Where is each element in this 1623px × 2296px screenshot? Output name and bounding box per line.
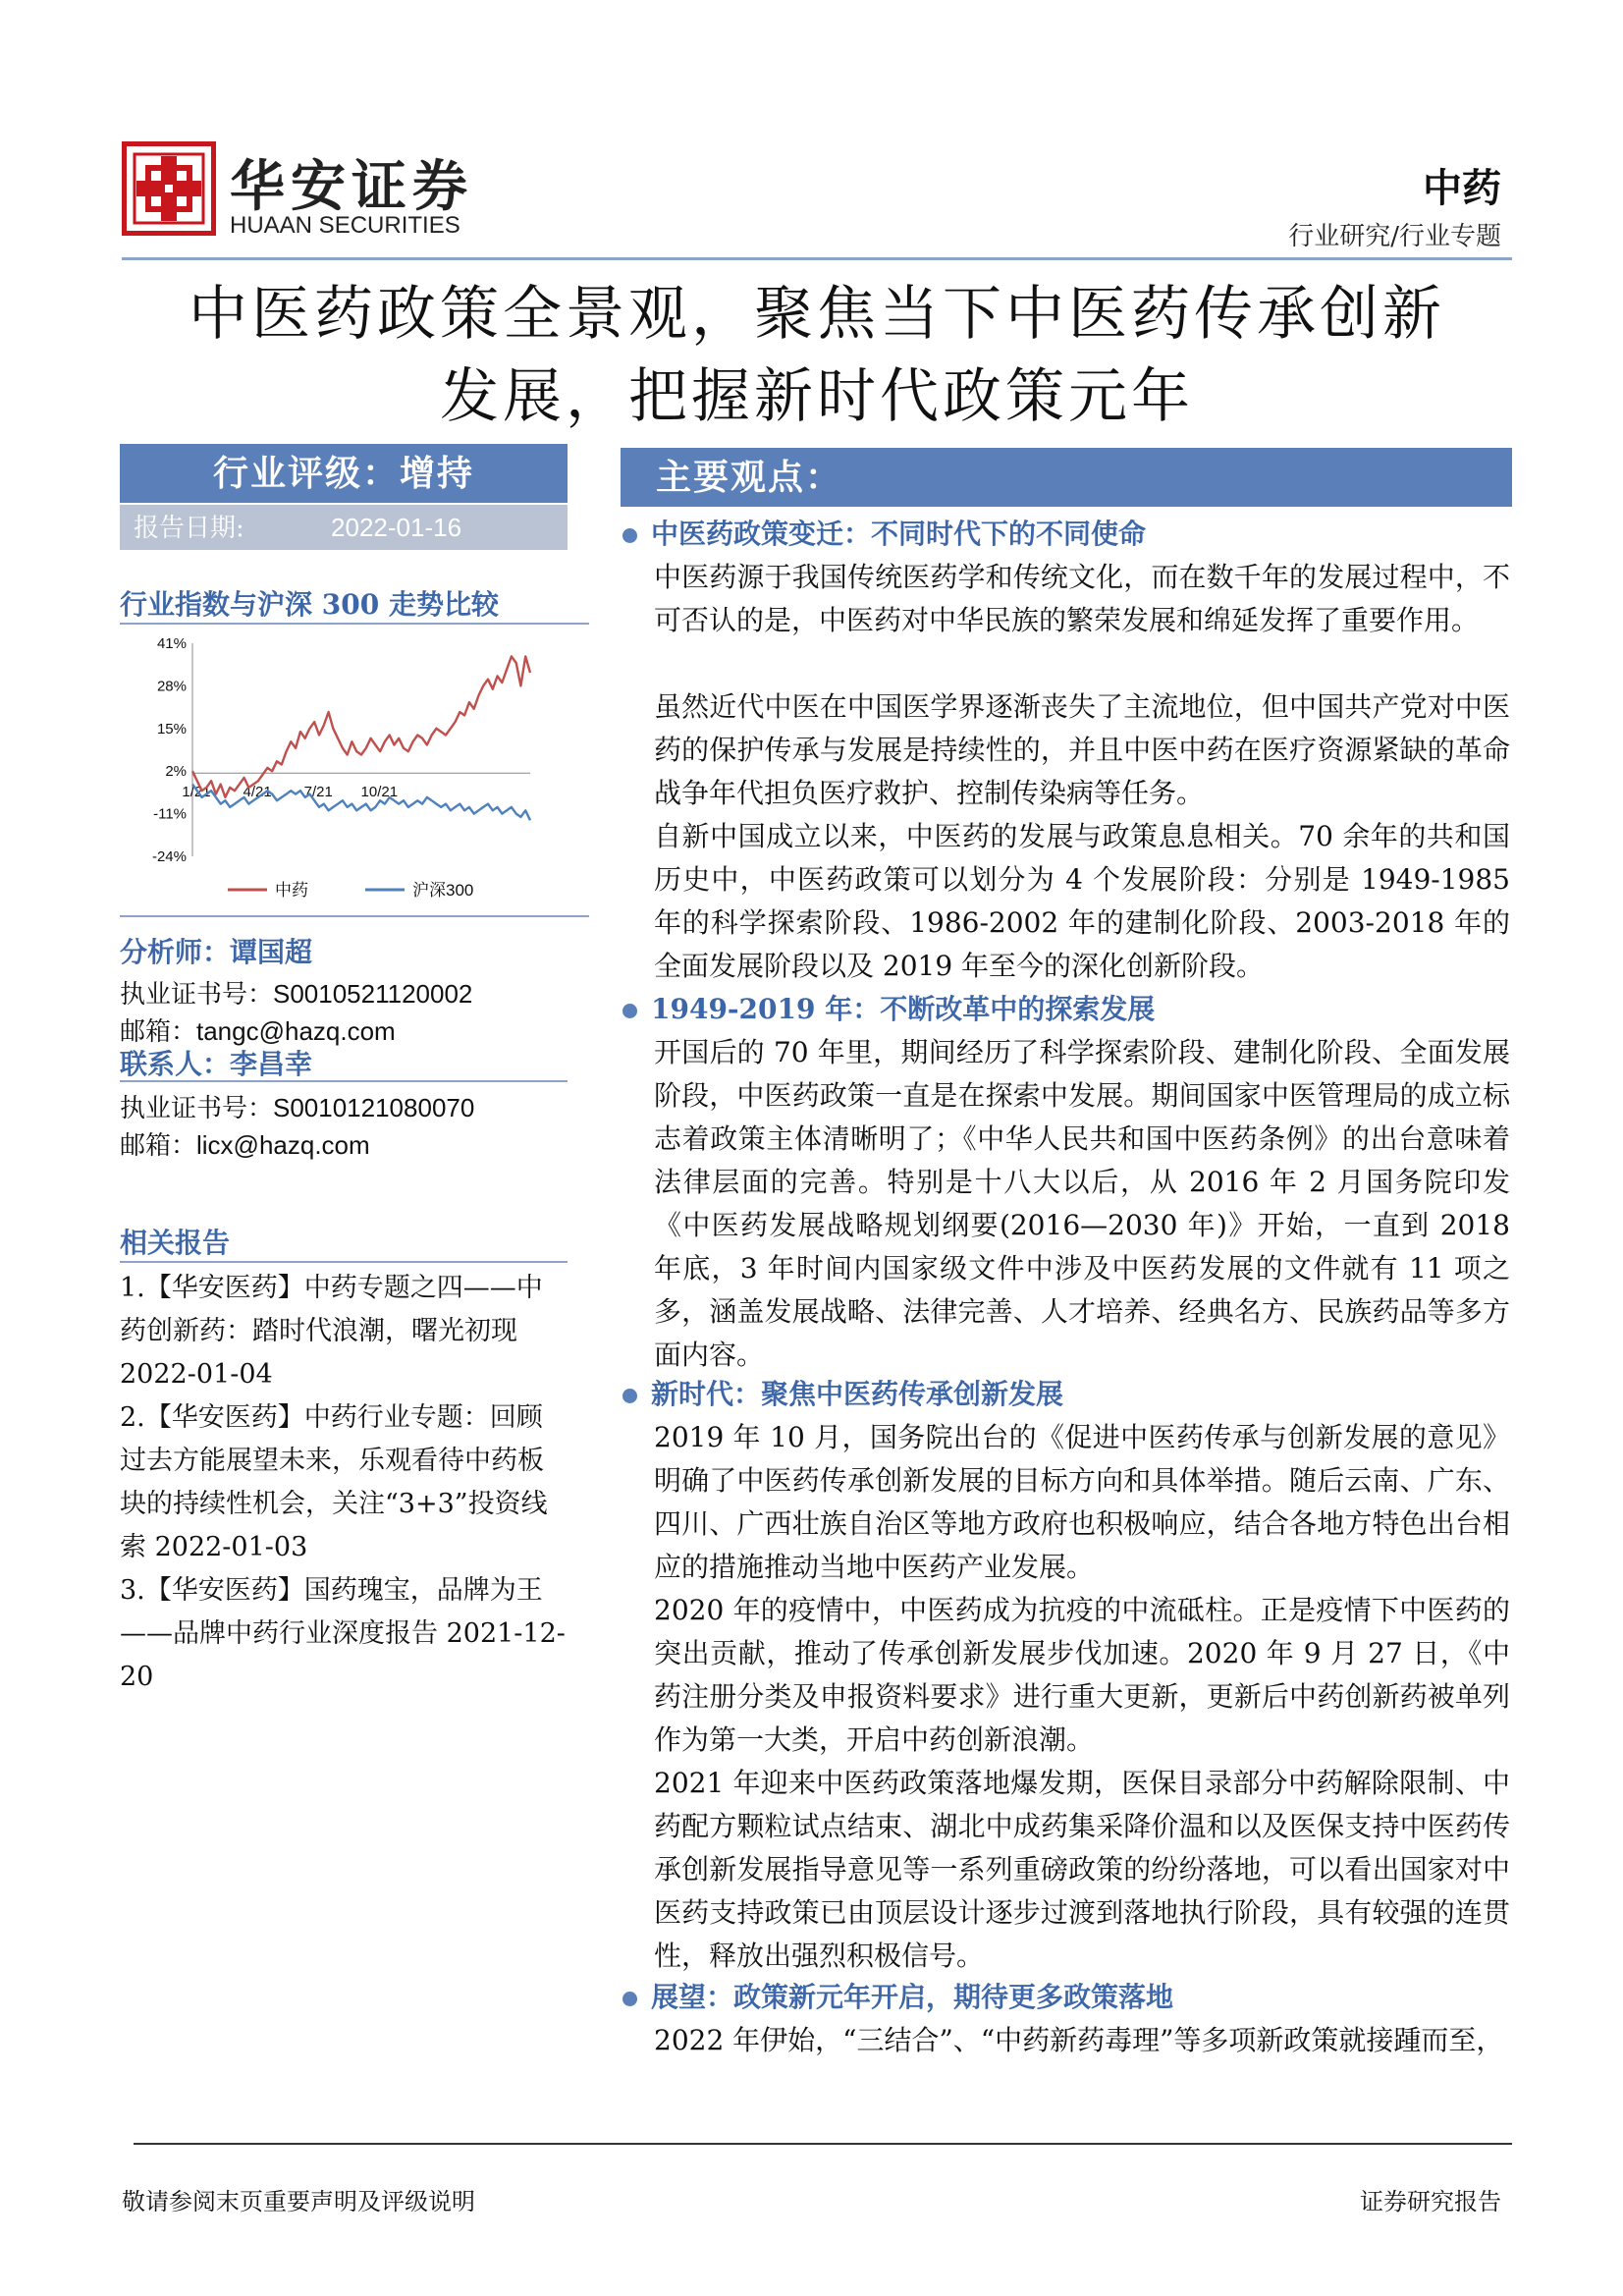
section-2-para-1: 开国后的 70 年里，期间经历了科学探索阶段、建制化阶段、全面发展阶段，中医药政策一直是在探索中发展。期间国家中医管理局的成立标志着政策主体清晰明了；《中华人民共和国中医药条例》的出台意味着法律层面的完善。特别是十八大以后，从 2016 年 2 月国务院印发《中医药发展战略规划纲要(2016—2030 年)》开始，一直到 2018 年底，3 年时间内国家级文件中涉及中医药发展的文件就有 11 项之多，涵盖发展战略、法律完善、人才培养、经典名方、民族药品等多方面内容。 (654, 1036, 1510, 1371)
logo-english: HUAAN SECURITIES (230, 212, 460, 239)
report-title-line1: 中医药政策全景观，聚焦当下中医药传承创新 (189, 280, 1445, 349)
industry-rating: 行业评级：增持 (120, 444, 568, 503)
report-date-value: 2022-01-16 (331, 513, 462, 542)
section-3-para-2: 2020 年的疫情中，中医药成为抗疫的中流砥柱。正是疫情下中医药的突出贡献，推动了传承创新发展步伐加速。2020 年 9 月 27 日，《中药注册分类及申报资料要求》进行重大更新，更新后中药创新药被单列作为第一大类，开启中药创新浪潮。 (654, 1594, 1510, 1756)
legend-label: 沪深300 (412, 881, 474, 900)
y-tick-label: 41% (156, 635, 187, 652)
related-reports-rule (120, 1261, 568, 1263)
related-report-3[interactable]: 3.【华安医药】国药瑰宝，品牌为王——品牌中药行业深度报告 2021-12-20 (120, 1575, 566, 1692)
chart-bottom-rule (120, 915, 589, 917)
chart-title: 行业指数与沪深 300 走势比较 (120, 588, 499, 621)
section-3-title (622, 1373, 1063, 1412)
section-4-para-1: 2022 年伊始，“三结合”、“中药新药毒理”等多项新政策就接踵而至， (654, 2024, 1504, 2056)
bullet-dot-icon (622, 1992, 637, 2006)
related-report-2[interactable]: 2.【华安医药】中药行业专题：回顾过去方能展望未来，乐观看待中药板块的持续性机会，关注“3+3”投资线索 2022-01-03 (120, 1402, 548, 1562)
section-1-title-text: 中医药政策变迁：不同时代下的不同使命 (651, 518, 1147, 550)
related-report-1[interactable]: 1.【华安医药】中药专题之四——中药创新药：踏时代浪潮，曙光初现 2022-01-04 (120, 1273, 543, 1390)
analyst-name: 分析师：谭国超 (120, 936, 313, 968)
section-4-title (622, 1976, 1173, 2015)
section-3-para-3: 2021 年迎来中医药政策落地爆发期，医保目录部分中药解除限制、中药配方颗粒试点结束、湖北中成药集采降价温和以及医保支持中医药传承创新发展指导意见等一系列重磅政策的纷纷落地，可以看出国家对中医药支持政策已由顶层设计逐步过渡到落地执行阶段，具有较强的连贯性，释放出强烈积极信号。 (654, 1767, 1510, 1972)
contact-rule (120, 1080, 568, 1082)
header-divider (122, 257, 1512, 260)
bullet-dot-icon (622, 1004, 637, 1018)
footer-report-type: 证券研究报告 (1360, 2188, 1501, 2215)
logo-name: 华安证券 (230, 154, 473, 219)
y-tick-label: 15% (156, 720, 187, 738)
section-3-title-text: 新时代：聚焦中医药传承创新发展 (651, 1378, 1064, 1410)
report-date-label: 报告日期: (134, 514, 244, 543)
contact-name: 联系人：李昌幸 (120, 1048, 313, 1080)
analyst-email[interactable]: 邮箱：tangc@hazq.com (120, 1016, 396, 1046)
legend-label: 中药 (275, 881, 308, 900)
report-subcategory: 行业研究/行业专题 (1288, 222, 1501, 251)
bullet-dot-icon (622, 528, 637, 543)
x-tick-label: 1/21 (182, 784, 211, 801)
index-comparison-chart (120, 629, 589, 913)
section-1-para-3: 自新中国成立以来，中医药的发展与政策息息相关。70 余年的共和国历史中，中医药政策可以划分为 4 个发展阶段：分别是 1949-1985 年的科学探索阶段、1986-2002 年的建制化阶段、2003-2018 年的全面发展阶段以及 2019 年至今的深化创新阶段。 (654, 820, 1510, 982)
chart-title-rule (120, 623, 589, 625)
x-tick-label: 4/21 (243, 784, 272, 801)
report-date-bar (120, 505, 568, 550)
section-3-para-1: 2019 年 10 月，国务院出台的《促进中医药传承与创新发展的意见》明确了中医药传承创新发展的目标方向和具体举措。随后云南、广东、四川、广西壮族自治区等地方政府也积极响应，结合各地方特色出台相应的措施推动当地中医药产业发展。 (654, 1421, 1510, 1583)
x-tick-label: 10/21 (360, 784, 399, 801)
x-tick-label: 7/21 (303, 784, 333, 801)
logo-mark (122, 141, 216, 236)
section-1-para-1: 中医药源于我国传统医药学和传统文化，而在数千年的发展过程中，不可否认的是，中医药对中华民族的繁荣发展和绵延发挥了重要作用。 (654, 561, 1510, 636)
y-tick-label: 2% (165, 763, 187, 781)
bullet-dot-icon (622, 1389, 637, 1403)
analyst-cert: 执业证书号：S0010521120002 (120, 979, 473, 1009)
y-tick-label: 28% (156, 678, 187, 695)
report-category: 中药 (1423, 165, 1501, 211)
series-line-tcm (192, 656, 530, 797)
related-reports-title: 相关报告 (120, 1227, 231, 1259)
section-4-title-text: 展望：政策新元年开启，期待更多政策落地 (651, 1981, 1174, 2013)
logo-seal-icon (127, 146, 211, 231)
section-2-title (622, 988, 1155, 1027)
main-points-heading: 主要观点： (621, 448, 1512, 507)
section-1-para-2: 虽然近代中医在中国医学界逐渐丧失了主流地位，但中国共产党对中医药的保护传承与发展是持续性的，并且中医中药在医疗资源紧缺的革命战争年代担负医疗救护、控制传染病等任务。 (654, 690, 1510, 809)
y-tick-label: -24% (151, 848, 187, 865)
y-tick-label: -11% (153, 805, 187, 823)
footer-disclaimer[interactable]: 敬请参阅末页重要声明及评级说明 (122, 2188, 475, 2215)
contact-email[interactable]: 邮箱：licx@hazq.com (120, 1130, 370, 1160)
report-title-line2: 发展，把握新时代政策元年 (440, 362, 1194, 431)
contact-cert: 执业证书号：S0010121080070 (120, 1093, 475, 1122)
footer-divider (134, 2143, 1512, 2145)
section-2-title-text: 1949-2019 年：不断改革中的探索发展 (651, 993, 1156, 1025)
section-1-title (622, 513, 1146, 552)
